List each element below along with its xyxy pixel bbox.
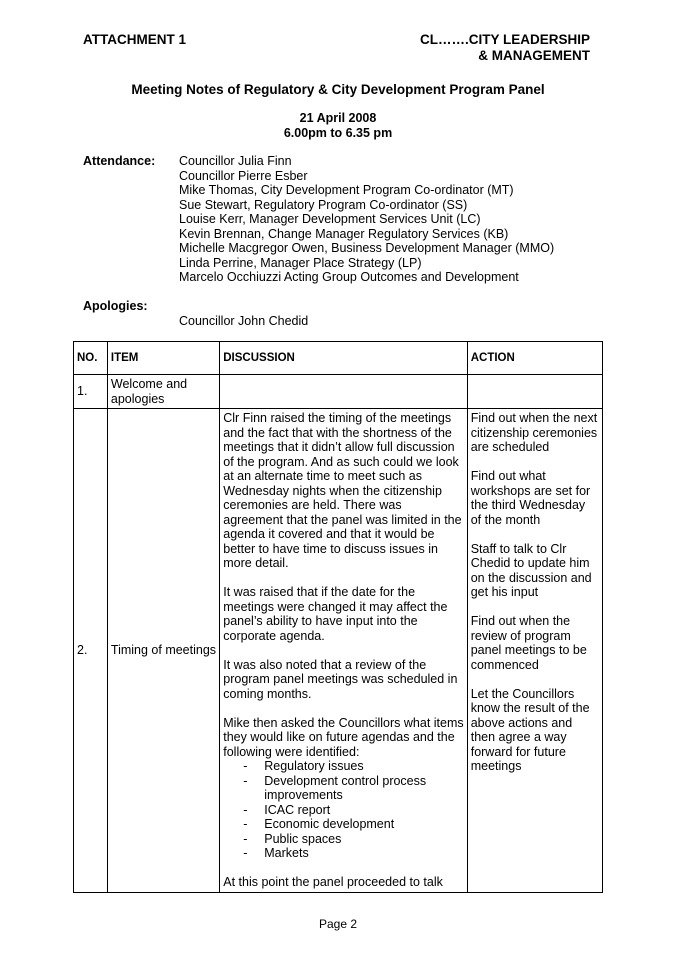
list-item: - Development control process improvements bbox=[223, 774, 463, 803]
agenda-items-list bbox=[223, 759, 463, 861]
list-item: - ICAC report bbox=[223, 803, 463, 818]
meeting-time: 6.00pm to 6.35 pm bbox=[283, 126, 393, 140]
discussion-paragraph: Clr Finn raised the timing of the meetings and the fact that with the shortness of the meetings that it didn’t allow full discussion of the program. And as such could we look at an alternate time to meet such as Wednesday nights when the citizenship ceremonies are held. There was agreement that the panel was limited in the agenda it covered and that it would be better to have time to discuss issues in more detail. bbox=[223, 411, 462, 570]
list-item: - Economic development bbox=[223, 817, 463, 832]
row-discussion bbox=[220, 409, 467, 893]
list-item: - Public spaces bbox=[223, 832, 463, 847]
attendee: Councillor Pierre Esber bbox=[179, 168, 308, 183]
meeting-notes-table bbox=[73, 341, 603, 893]
apology: Councillor John Chedid bbox=[179, 314, 309, 328]
attendee: Louise Kerr, Manager Development Services Unit (LC) bbox=[179, 212, 481, 226]
discussion-paragraph: Mike then asked the Councillors what items they would like on future agendas and the following were identified: bbox=[223, 715, 464, 759]
department-line-2: & MANAGEMENT bbox=[478, 48, 590, 63]
meeting-date: 21 April 2008 bbox=[299, 111, 377, 125]
row-action bbox=[467, 409, 602, 893]
meeting-date-block bbox=[0, 111, 676, 141]
apologies-list bbox=[179, 314, 308, 328]
attendee: Linda Perrine, Manager Place Strategy (LP) bbox=[179, 255, 422, 270]
page-number: Page 2 bbox=[318, 917, 358, 931]
header-item: ITEM bbox=[107, 342, 219, 375]
action-item: Let the Councillors know the result of the above actions and then agree a way forward for future meetings bbox=[470, 686, 590, 773]
attendance-label: Attendance: bbox=[83, 154, 156, 168]
attendee: Mike Thomas, City Development Program Co-ordinator (MT) bbox=[179, 183, 514, 197]
attachment-label: ATTACHMENT 1 bbox=[83, 32, 186, 47]
header-discussion: DISCUSSION bbox=[220, 342, 467, 375]
list-item: - Regulatory issues bbox=[223, 759, 463, 774]
action-item: Find out what workshops are set for the third Wednesday of the month bbox=[470, 469, 591, 527]
row-discussion bbox=[220, 375, 467, 409]
table-row bbox=[74, 375, 603, 409]
attendee: Councillor Julia Finn bbox=[179, 154, 292, 168]
apologies-label: Apologies: bbox=[83, 299, 148, 313]
table-header-row bbox=[74, 342, 603, 375]
department-line-1: CL…….CITY LEADERSHIP bbox=[419, 32, 590, 47]
discussion-paragraph: It was raised that if the date for the meetings were changed it may affect the panel’s ability to have input into the corporate agenda. bbox=[223, 585, 448, 643]
header-action: ACTION bbox=[467, 342, 602, 375]
attendee: Michelle Macgregor Owen, Business Development Manager (MMO) bbox=[179, 241, 555, 255]
action-item: Find out when the review of program panel meetings to be commenced bbox=[470, 614, 587, 672]
row-item: Timing of meetings bbox=[107, 409, 219, 893]
table-row bbox=[74, 409, 603, 893]
action-item: Staff to talk to Clr Chedid to update him on the discussion and get his input bbox=[470, 541, 592, 599]
list-item: - Markets bbox=[223, 846, 463, 861]
attendee: Kevin Brennan, Change Manager Regulatory Services (KB) bbox=[179, 226, 509, 241]
attendee: Marcelo Occhiuzzi Acting Group Outcomes and Development bbox=[179, 270, 519, 284]
attendee: Sue Stewart, Regulatory Program Co-ordinator (SS) bbox=[179, 197, 468, 212]
row-number: 1. bbox=[74, 375, 108, 409]
action-item: Find out when the next citizenship ceremonies are scheduled bbox=[470, 411, 598, 454]
department-heading bbox=[420, 32, 590, 64]
row-action bbox=[467, 375, 602, 409]
discussion-paragraph: At this point the panel proceeded to talk bbox=[223, 875, 443, 889]
document-title: Meeting Notes of Regulatory & City Development Program Panel bbox=[131, 82, 545, 97]
row-number: 2. bbox=[74, 409, 108, 893]
header-no: NO. bbox=[74, 342, 108, 375]
row-item: Welcome and apologies bbox=[107, 375, 219, 409]
attendance-list bbox=[179, 154, 554, 285]
discussion-paragraph: It was also noted that a review of the program panel meetings was scheduled in coming months. bbox=[223, 657, 458, 701]
